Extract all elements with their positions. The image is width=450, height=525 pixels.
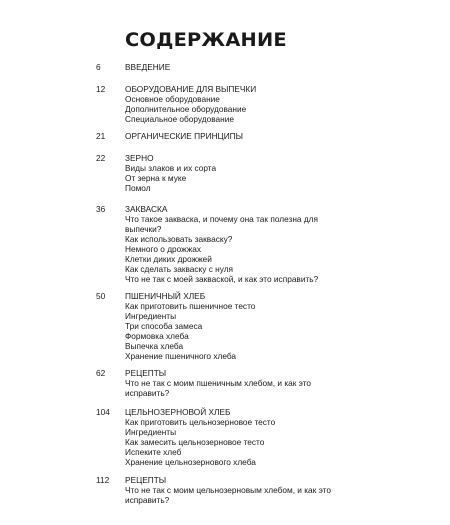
subsection-list	[125, 94, 335, 124]
section-title: ВВЕДЕНИЕ	[125, 62, 171, 72]
subsection-item: Как приготовить пшеничное тесто	[125, 301, 256, 311]
page-number: 12	[96, 84, 106, 94]
subsection-item: Виды злаков и их сорта	[125, 163, 217, 173]
subsection-item: Основное оборудование	[125, 94, 220, 104]
subsection-item: Формовка хлеба	[125, 331, 189, 341]
subsection-item: Хранение пшеничного хлеба	[125, 351, 237, 361]
subsection-item: Помол	[125, 183, 151, 193]
subsection-list	[125, 485, 335, 505]
subsection-item: Что не так с моим цельнозерновым хлебом, и как это исправить?	[125, 485, 331, 505]
section-title: ЗАКВАСКА	[125, 204, 168, 214]
page-number: 6	[96, 62, 101, 72]
subsection-item: Как сделать закваску с нуля	[125, 264, 234, 274]
section-title: ЦЕЛЬНОЗЕРНОВОЙ ХЛЕБ	[125, 407, 231, 417]
subsection-item: Хранение цельнозернового хлеба	[125, 457, 256, 467]
section-title: ОРГАНИЧЕСКИЕ ПРИНЦИПЫ	[125, 131, 243, 141]
page-title: СОДЕРЖАНИЕ	[125, 29, 287, 51]
subsection-list	[125, 378, 335, 398]
subsection-item: Как использовать закваску?	[125, 234, 233, 244]
subsection-item: Специальное оборудование	[125, 114, 234, 124]
subsection-item: Что не так с моей закваской, и как это исправить?	[125, 274, 319, 284]
subsection-item: Что такое закваска, и почему она так полезна для выпечки?	[125, 214, 318, 234]
subsection-item: Как приготовить цельнозерновое тесто	[125, 417, 276, 427]
page-number: 104	[96, 407, 110, 417]
page-number: 62	[96, 368, 106, 378]
subsection-item: Дополнительное оборудование	[125, 104, 247, 114]
subsection-list	[125, 417, 335, 467]
subsection-list	[125, 301, 335, 361]
section-title: РЕЦЕПТЫ	[125, 368, 167, 378]
subsection-item: Три способа замеса	[125, 321, 203, 331]
section-title: ЗЕРНО	[125, 153, 154, 163]
page-number: 50	[96, 291, 106, 301]
page-number: 22	[96, 153, 106, 163]
page-number: 36	[96, 204, 106, 214]
subsection-item: Клетки диких дрожжей	[125, 254, 212, 264]
section-title: ПШЕНИЧНЫЙ ХЛЕБ	[125, 291, 206, 301]
subsection-item: Ингредиенты	[125, 427, 177, 437]
section-title: РЕЦЕПТЫ	[125, 475, 167, 485]
page-number: 112	[96, 475, 110, 485]
subsection-item: Немного о дрожжах	[125, 244, 202, 254]
subsection-list	[125, 163, 335, 193]
subsection-item: Испеките хлеб	[125, 447, 182, 457]
subsection-item: Выпечка хлеба	[125, 341, 184, 351]
subsection-list	[125, 214, 335, 284]
page-number: 21	[96, 131, 106, 141]
subsection-item: От зерна к муке	[125, 173, 187, 183]
subsection-item: Как замесить цельнозерновое тесто	[125, 437, 265, 447]
subsection-item: Что не так с моим пшеничным хлебом, и как это исправить?	[125, 378, 312, 398]
subsection-item: Ингредиенты	[125, 311, 177, 321]
section-title: ОБОРУДОВАНИЕ ДЛЯ ВЫПЕЧКИ	[125, 84, 257, 94]
